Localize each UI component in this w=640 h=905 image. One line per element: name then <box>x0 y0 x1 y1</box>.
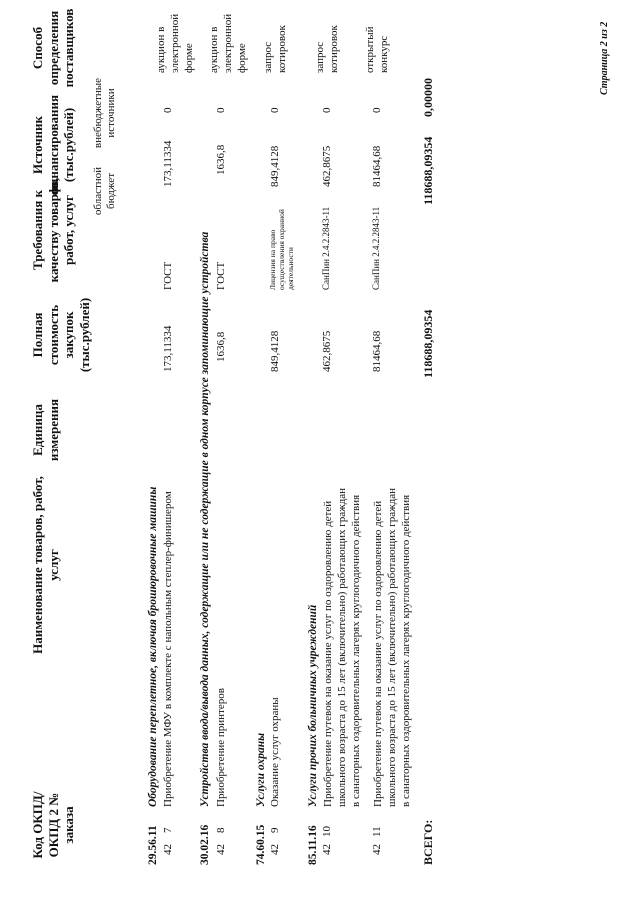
row-requirements: Лицензия на право осуществления охранной деятельности <box>268 209 295 290</box>
section-title: Устройства ввода/вывода данных, содержащие или не содержащие в одном корпусе запоминающие устройства <box>199 231 211 807</box>
section-title: Услуги прочих больничных учреждений <box>307 604 319 807</box>
row-regional: 81464,68 <box>371 145 383 187</box>
row-number-sub: 11 <box>371 826 383 837</box>
row-extra: 0 <box>269 107 281 113</box>
row-requirements: СанПин 2.4.2.2843-11 <box>371 206 381 290</box>
row-extra: 0 <box>162 107 174 113</box>
header-code: Код ОКПД/ ОКПД 2 № заказа <box>30 791 77 859</box>
row-method: запрос котировок <box>262 25 288 73</box>
header-source-extra: внебюджетные источники <box>92 77 117 149</box>
totals-label: ВСЕГО: <box>421 819 435 865</box>
section-code: 85.11.16 <box>307 825 319 865</box>
page-number: Страница 2 из 2 <box>599 21 610 95</box>
row-name: Приобретение путевок на оказание услуг по оздоровлению детей школьного возраста до 15 лет (включительно) работающих граждан в санаторных оздоровительных лагерях круглогодичного действия <box>372 487 412 807</box>
row-requirements: ГОСТ <box>215 261 227 290</box>
totals-cost: 118688,09354 <box>421 309 435 378</box>
header-name: Наименование товаров, работ, услуг <box>30 476 61 654</box>
row-cost: 849,4128 <box>269 330 281 372</box>
row-number-sub: 10 <box>321 826 333 837</box>
totals-extra: 0,00000 <box>421 78 435 117</box>
row-number-sub: 7 <box>162 827 174 833</box>
row-extra: 0 <box>215 107 227 113</box>
section-code: 30.02.16 <box>199 824 211 865</box>
row-cost: 173,11334 <box>162 325 174 372</box>
row-regional: 462,8675 <box>321 145 333 187</box>
row-regional: 849,4128 <box>269 145 281 187</box>
section-title: Оборудование переплетное, включая брошюровочные машины <box>147 486 159 807</box>
row-method: аукцион в электронной форме <box>208 13 248 73</box>
row-number: 42 <box>371 844 383 855</box>
row-cost: 81464,68 <box>371 330 383 372</box>
row-cost: 462,8675 <box>321 330 333 372</box>
header-method: Способ определения поставщиков <box>30 8 77 88</box>
totals-regional: 118688,09354 <box>421 136 435 205</box>
row-method: открытый конкурс <box>364 26 390 73</box>
section-code: 74.60.15 <box>255 824 267 865</box>
header-source-regional: областной бюджет <box>92 166 117 216</box>
section-code: 29.56.11 <box>147 825 159 865</box>
row-cost: 1636,8 <box>215 331 227 362</box>
row-number: 42 <box>321 844 333 855</box>
row-name: Оказание услуг охраны <box>269 697 281 807</box>
row-number: 42 <box>162 844 174 855</box>
row-number-sub: 9 <box>269 827 281 833</box>
header-source: Источник финансирования (тыс.рублей) <box>30 94 77 196</box>
header-requirements: Требования к качеству товаров, работ, услуг <box>30 177 77 283</box>
header-cost: Полная стоимость закупок (тыс.рублей) <box>30 297 92 373</box>
header-unit: Единица измерения <box>30 398 61 462</box>
section-title: Услуги охраны <box>255 732 267 807</box>
row-name: Приобретение принтеров <box>215 688 227 807</box>
row-name: Приобретение МФУ в комплекте с напольным степлер-финишером <box>162 491 174 807</box>
row-name: Приобретение путевок на оказание услуг по оздоровлению детей школьного возраста до 15 лет (включительно) работающих граждан в санаторных оздоровительных лагерях круглогодичного действия <box>322 487 362 807</box>
row-number: 42 <box>215 844 227 855</box>
row-method: запрос котировок <box>314 25 340 73</box>
row-requirements: ГОСТ <box>162 261 174 290</box>
row-extra: 0 <box>321 107 333 113</box>
row-number: 42 <box>269 844 281 855</box>
row-method: аукцион в электронной форме <box>155 13 195 73</box>
row-requirements: СанПин 2.4.2.2843-11 <box>321 206 331 290</box>
row-regional: 1636,8 <box>215 144 227 175</box>
row-extra: 0 <box>371 107 383 113</box>
row-regional: 173,11334 <box>162 140 174 187</box>
row-number-sub: 8 <box>215 827 227 833</box>
